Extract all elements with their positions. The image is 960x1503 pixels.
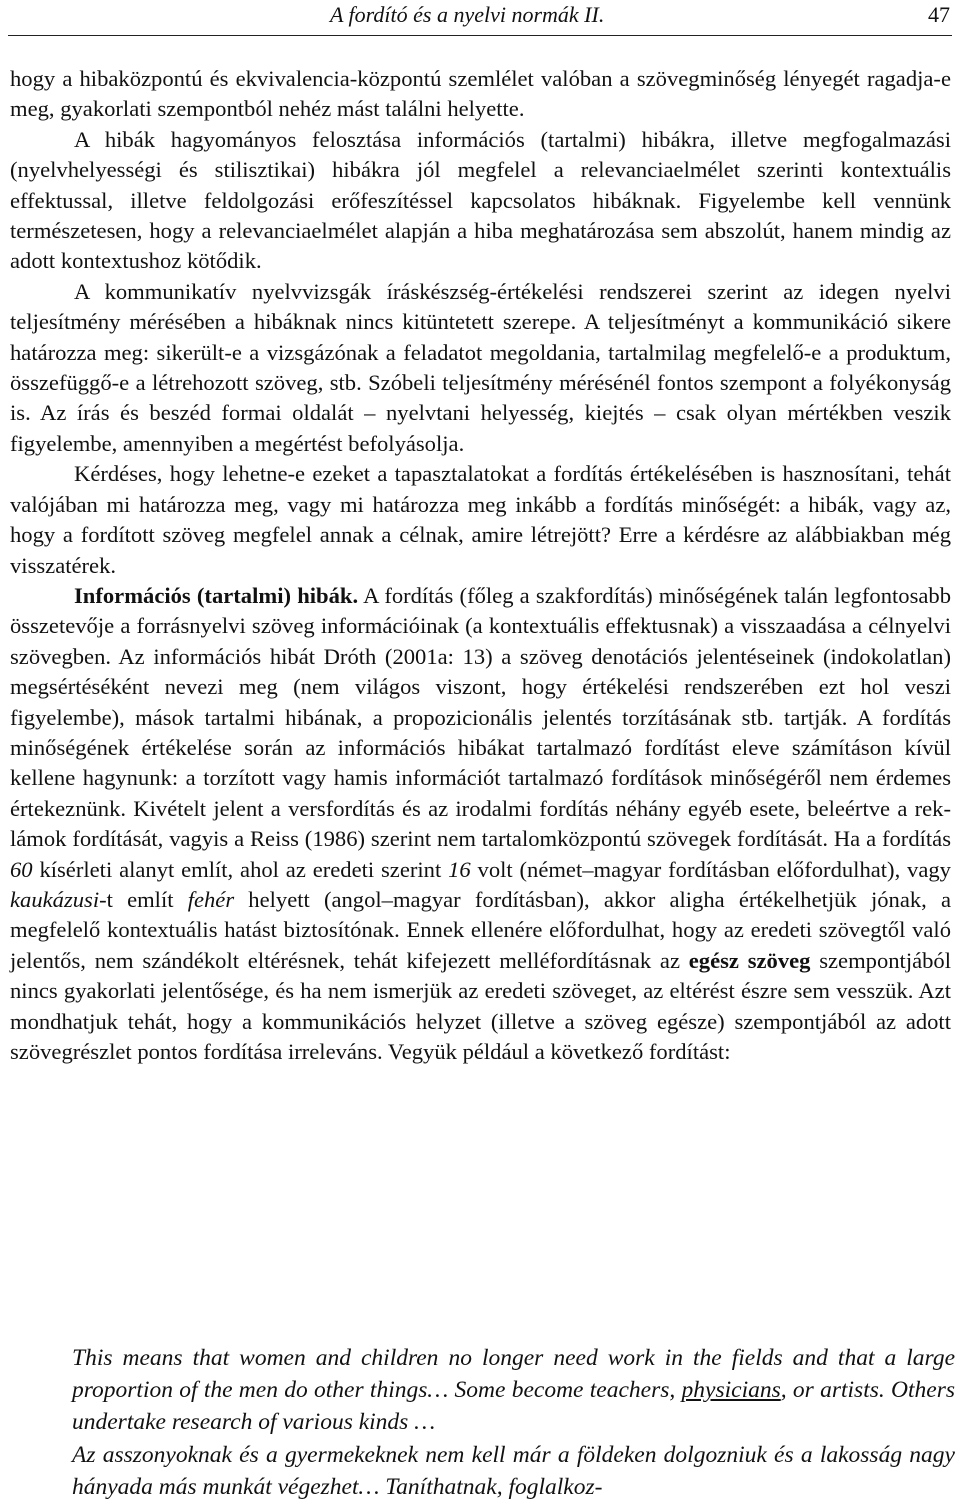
paragraph-5: Információs (tartalmi) hibák. A fordítás (főleg a szakfordítás) minőségének talán legfontosabb összetevője a forrásnyelvi szöveg információinak (a kontextuális effektusnak) a visszaadása a célnyelvi szövegben. Az információs hibát Dróth (2001a: 13) a szöveg denotációs jelentéseinek (indokolatlan) megsértéséként nevezi meg (nem világos viszont, hogy értékelési rendszerében ezt hol veszi figyelembe), mások tartalmi hibának, a propozicionális jelentés torzításának stb. tartják. A fordítás minőségének értékelése során az információs hibákat tartalmazó fordítást eleve számításon kívül kellene hagynunk: a torzított vagy hamis információt tartalmazó fordítások minőségéről nem érdemes értekeznünk. Kivételt jelent a versfordítás és az irodalmi fordítás néhány egyéb esete, beleértve a reklámok fordítását, vagyis a Reiss (1986) szerint nem tartalomközpontú szövegek fordítását. Ha a fordítás 60 kísérleti alanyt említ, ahol az eredeti szerint 16 volt (német–magyar fordításban előfordulhat), vagy kaukázusi-t említ fehér helyett (angol–magyar fordításban), akkor aligha értékelhetjük jónak, a megfelelő kontextuális hatást biztosítónak. Ennek ellenére előfordulhat, hogy az eredeti szövegtől való jelentős, nem szándékolt eltérésnek, tehát kifejezett melléfordításnak az egész szöveg szempontjából nincs gyakorlati jelentősége, és ha nem ismerjük az eredeti szöveget, az eltérést észre sem vesszük. Azt mondhatjuk tehát, hogy a kommunikációs helyzet (illetve a szöveg egésze) szempontjából az adott szövegrészlet pontos fordítása irreleváns. Vegyük például a következő fordítást: <box>10 582 952 1064</box>
running-header <box>8 2 952 32</box>
paragraph-2: A hibák hagyományos felosztása információs (tartalmi) hibákra, illetve megfogalmazási (nyelvhelyességi és stilisztikai) hibákra jól megfelel a relevanciaelmélet szerinti kontextuális effektussal, illetve feldolgozási erőfeszítéssel kapcsolatos hibáknak. Figyelembe kell vennünk természetesen, hogy a relevanciaelmélet alapján a hiba meghatározása sem abszolút, hanem mindig az adott kontextushoz kötődik. <box>10 126 951 274</box>
example-block <box>72 1342 955 1503</box>
paragraph-3: A kommunikatív nyelvvizsgák íráskészség-értékelési rendszerei szerint az idegen nyelvi teljesítmény mérésében a hibáknak nincs kitüntetett szerepe. A teljesítményt a kommunikáció sikere határozza meg: sikerült-e a vizsgázónak a feladatot megoldania, tartalmilag megfelelő-e a produktum, összefüggő-e a létrehozott szöveg, stb. Szóbeli teljesítmény mérésénél fontos szempont a folyékonyság is. Az írás és beszéd formai oldalát – nyelvtani helyesség, kiejtés – csak olyan mértékben veszik figyelembe, amennyiben a megértést befolyásolja. <box>10 278 951 456</box>
example-hungarian: Az asszonyoknak és a gyermekeknek nem kell már a földeken dolgozniuk és a lakosság nagy hányada más munkát végezhet… Taníthatnak, foglalkoz- <box>72 1441 955 1500</box>
paragraph-5-tail: szempontjából nincs gyakorlati jelentősége, és ha nem ismerjük az eredeti szöveget, az eltérést észre sem vesszük. Azt mondhatjuk tehát, hogy a kommunikációs helyzet (illetve a szöveg egésze) szempontjából az adott szövegrészlet pontos fordítása irreleváns. Vegyük például a következő fordítást: <box>10 947 952 1064</box>
paragraph-1: hogy a hibaközpontú és ekvivalencia-központú szemlélet valóban a szövegminőség lényegét ragadja-e meg, gyakorlati szempontból nehéz mást találni helyette. <box>10 66 951 122</box>
header-rule <box>8 35 952 36</box>
page-number: 47 <box>928 2 950 27</box>
underlined-word: physicians <box>681 1377 781 1404</box>
running-title: A fordító és a nyelvi normák II. <box>330 2 605 27</box>
body-text <box>10 64 951 1067</box>
section-heading: Információs (tartalmi) hibák. <box>74 582 359 608</box>
paragraph-4: Kérdéses, hogy lehetne-e ezeket a tapasztalatokat a fordítás értékelésében is hasznosítani, tehát valójában mi határozza meg, vagy mi határozza meg inkább a fordítás minőségét: a hibák, vagy az, hogy a fordított szöveg megfelel annak a célnak, amire létrejött? Erre a kérdésre az alábbiakban még visszatérek. <box>10 461 951 578</box>
example-english: This means that women and children no longer need work in the fields and that a large proportion of the men do other things… Some become teachers, physicians, or artists. Others undertake research of various kinds … <box>72 1345 955 1436</box>
